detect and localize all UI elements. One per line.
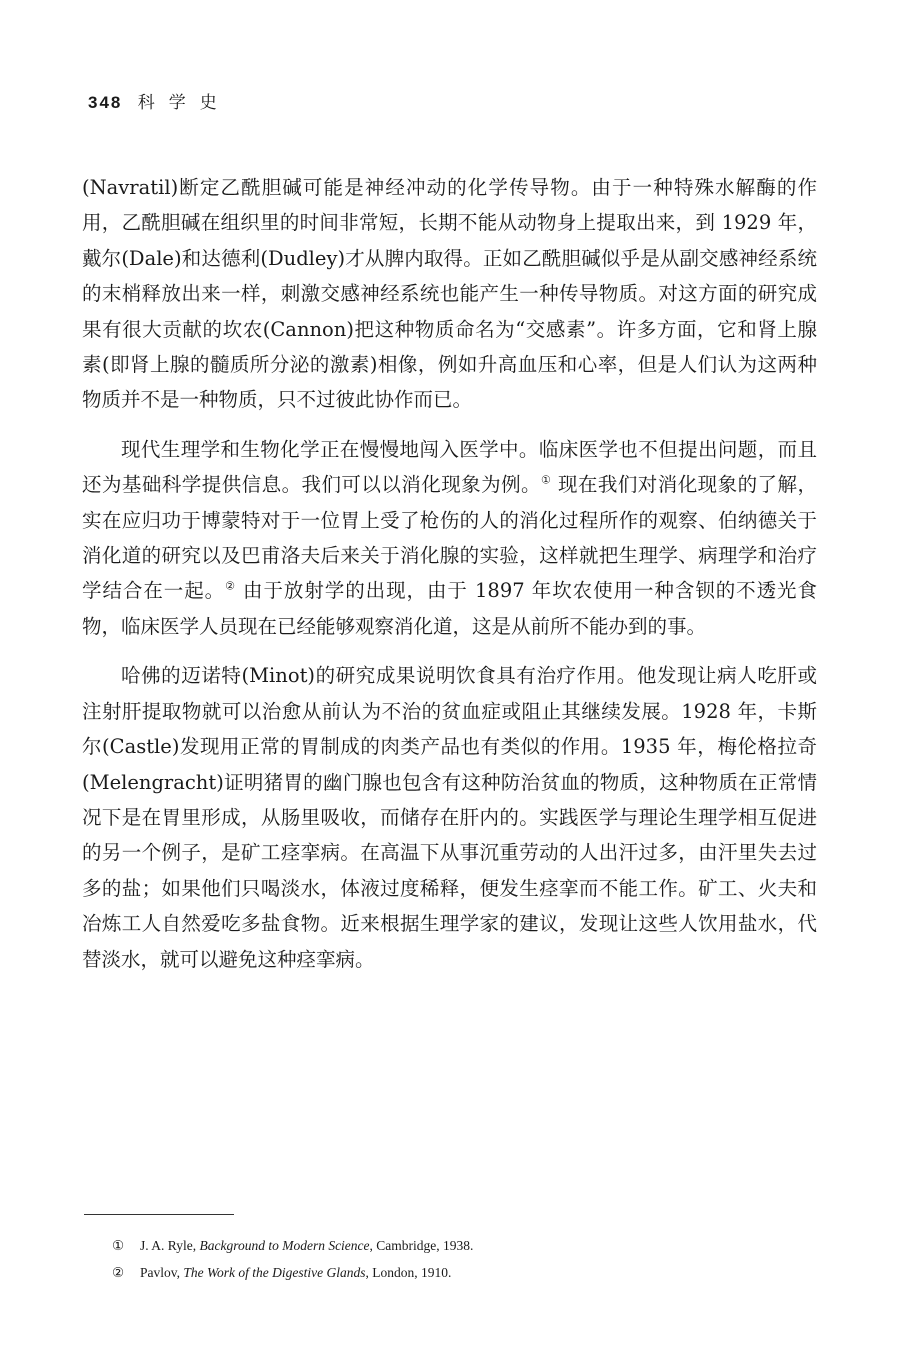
footnote-2-title: The Work of the Digestive Glands xyxy=(183,1265,366,1280)
footnote-1-rest: , Cambridge, 1938. xyxy=(369,1238,474,1253)
paragraph-1-text: (Navratil)断定乙酰胆碱可能是神经冲动的化学传导物。由于一种特殊水解酶的作用，乙酰胆碱在组织里的时间非常短，长期不能从动物身上提取出来，到 1929 年，戴尔(Dale)和达德利(Dudley)才从脾内取得。正如乙酰胆碱似乎是从副交感神经系统的末梢释放出来一样，刺激交感神经系统也能产生一种传导物质。对这方面的研究成果有很大贡献的坎农(Cannon)把这种物质命名为“交感素”。许多方面，它和肾上腺素(即肾上腺的髓质所分泌的激素)相像，例如升高血压和心率，但是人们认为这两种物质并不是一种物质，只不过彼此协作而已。 xyxy=(82,176,817,412)
body-text xyxy=(82,170,817,991)
footnote-2-mark: ② xyxy=(112,1265,125,1280)
footnote-2-author: Pavlov, xyxy=(140,1265,180,1280)
footnote-2-rest: , London, 1910. xyxy=(365,1265,452,1280)
book-title: 科学史 xyxy=(137,93,231,113)
paragraph-2-text-b: 现在我们对消化现象的了解，实在应归功于博蒙特对于一位胃上受了枪伤的人的消化过程所作的观察、伯纳德关于消化道的研究以及巴甫洛夫后来关于消化腺的实验，这样就把生理学、病理学和治疗学结合在一起。 xyxy=(82,473,817,603)
paragraph-3-text: 哈佛的迈诺特(Minot)的研究成果说明饮食具有治疗作用。他发现让病人吃肝或注射肝提取物就可以治愈从前认为不治的贫血症或阻止其继续发展。1928 年，卡斯尔(Castle)发现用正常的胃制成的肉类产品也有类似的作用。1935 年，梅伦格拉奇(Melengracht)证明猪胃的幽门腺也包含有这种防治贫血的物质，这种物质在正常情况下是在胃里形成，从肠里吸收，而储存在肝内的。实践医学与理论生理学相互促进的另一个例子，是矿工痉挛病。在高温下从事沉重劳动的人出汗过多，由汗里失去过多的盐；如果他们只喝淡水，体液过度稀释，便发生痉挛而不能工作。矿工、火夫和冶炼工人自然爱吃多盐食物。近来根据生理学家的建议，发现让这些人饮用盐水，代替淡水，就可以避免这种痉挛病。 xyxy=(82,664,817,971)
running-header xyxy=(88,88,231,113)
footnote-1-mark: ① xyxy=(112,1238,125,1253)
footnote-2 xyxy=(112,1259,812,1286)
page-number: 348 xyxy=(88,93,123,112)
footnote-ref-1: ① xyxy=(541,473,552,487)
footnote-divider xyxy=(84,1214,234,1215)
footnote-1 xyxy=(112,1232,812,1259)
footnote-ref-2: ② xyxy=(225,579,236,593)
paragraph-3 xyxy=(82,658,817,977)
footnotes xyxy=(112,1232,812,1286)
paragraph-1 xyxy=(82,170,817,418)
paragraph-2-text-a: 现代生理学和生物化学正在慢慢地闯入医学中。临床医学也不但提出问题，而且还为基础科学提供信息。我们可以以消化现象为例。 xyxy=(82,437,817,497)
footnote-1-title: Background to Modern Science xyxy=(199,1238,370,1253)
footnote-1-author: J. A. Ryle, xyxy=(140,1238,197,1253)
paragraph-2-text-c: 由于放射学的出现，由于 1897 年坎农使用一种含钡的不透光食物，临床医学人员现在已经能够观察消化道，这是从前所不能办到的事。 xyxy=(82,579,817,638)
paragraph-2 xyxy=(82,432,817,644)
